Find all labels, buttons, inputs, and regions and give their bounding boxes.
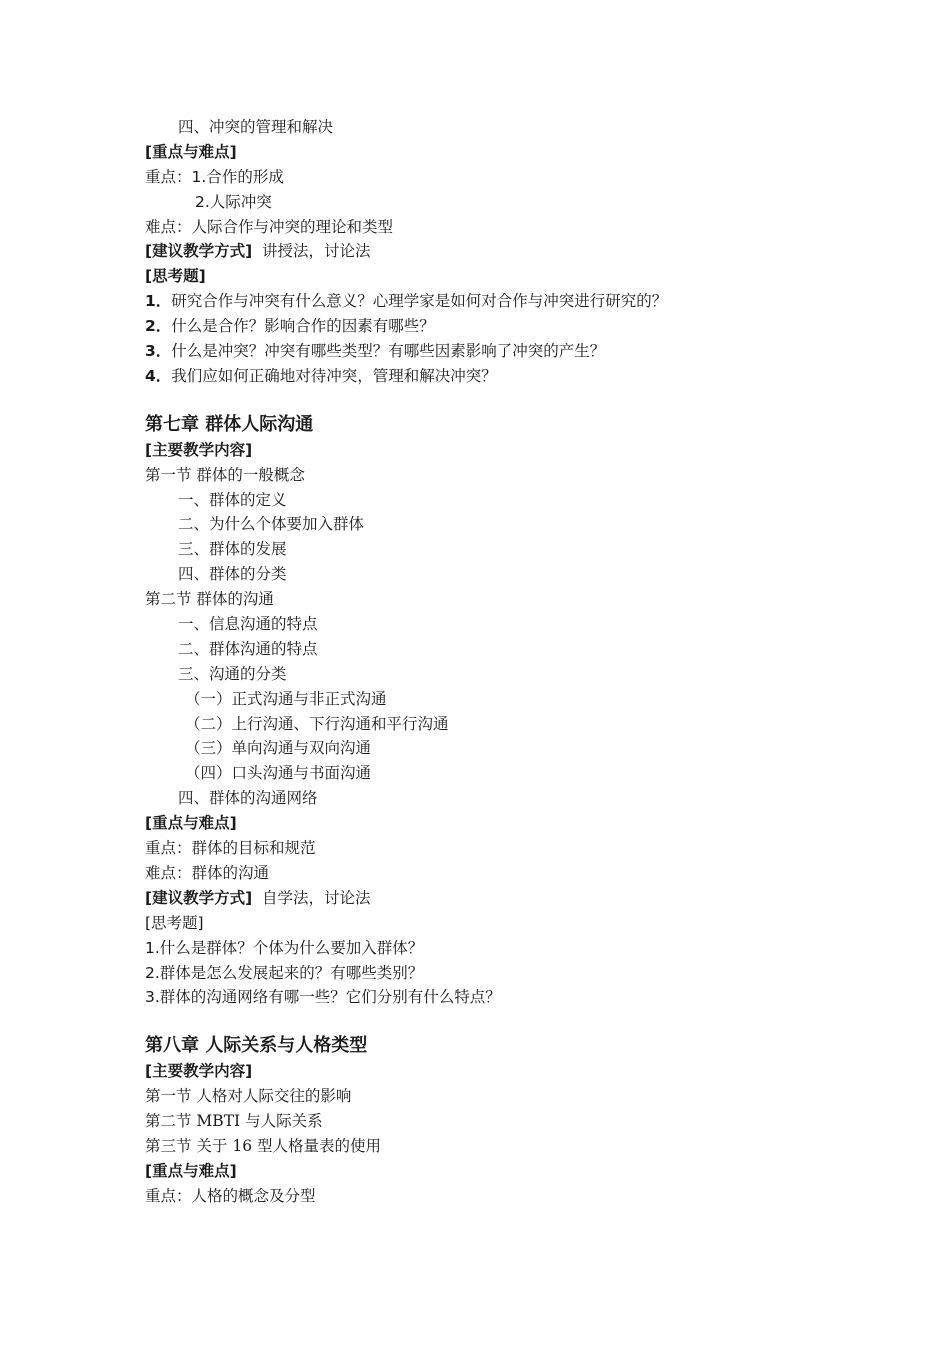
focus-heading: [重点与难点] xyxy=(145,814,237,833)
outline-item: 四、冲突的管理和解决 xyxy=(178,118,334,136)
document-page xyxy=(145,115,845,1209)
method-line xyxy=(145,239,845,264)
section-title: 第三节 关于 16 型人格量表的使用 xyxy=(145,1136,382,1155)
outline-item: 三、群体的发展 xyxy=(178,540,287,559)
chapter-8-title: 第八章 人际关系与人格类型 xyxy=(145,1035,368,1057)
focus-heading: [重点与难点] xyxy=(145,1161,237,1180)
outline-item: 三、沟通的分类 xyxy=(178,664,287,683)
focus-line-1 xyxy=(145,165,845,190)
section-title: 第一节 人格对人际交往的影响 xyxy=(145,1087,352,1106)
method-heading: [建议教学方式] xyxy=(145,888,253,907)
focus-line-2 xyxy=(145,190,845,215)
question-item: 4．我们应如何正确地对待冲突，管理和解决冲突？ xyxy=(145,366,497,385)
outline-subitem: （三）单向沟通与双向沟通 xyxy=(185,739,372,758)
outline-item: 一、群体的定义 xyxy=(178,490,287,509)
chapter-7-title: 第七章 群体人际沟通 xyxy=(145,413,314,435)
questions-heading: [思考题] xyxy=(145,913,204,932)
outline-subitem: （四）口头沟通与书面沟通 xyxy=(185,764,372,783)
focus-text: 人际冲突 xyxy=(209,192,272,211)
method-heading: [建议教学方式] xyxy=(145,242,253,261)
focus-num: 2. xyxy=(195,192,210,211)
questions-heading: [思考题] xyxy=(145,267,206,286)
difficulty-line: 难点：群体的沟通 xyxy=(145,863,270,882)
section-title: 第一节 群体的一般概念 xyxy=(145,465,305,484)
focus-heading: [重点与难点] xyxy=(145,142,237,161)
outline-subitem: （二）上行沟通、下行沟通和平行沟通 xyxy=(185,714,449,733)
method-line xyxy=(145,886,845,911)
outline-item: 四、群体的沟通网络 xyxy=(178,789,318,808)
focus-num: 1. xyxy=(191,167,207,186)
method-text: 讲授法，讨论法 xyxy=(262,242,371,261)
outline-item: 二、为什么个体要加入群体 xyxy=(178,515,365,534)
focus-text: 合作的形成 xyxy=(206,167,284,186)
focus-line: 重点：人格的概念及分型 xyxy=(145,1186,316,1205)
section-title: 第二节 群体的沟通 xyxy=(145,590,274,609)
focus-line: 重点：群体的目标和规范 xyxy=(145,839,316,858)
question-item: 1．研究合作与冲突有什么意义？心理学家是如何对合作与冲突进行研究的？ xyxy=(145,292,668,311)
question-item: 3.群体的沟通网络有哪一些？它们分别有什么特点？ xyxy=(145,988,501,1007)
outline-subitem: （一）正式沟通与非正式沟通 xyxy=(185,689,387,708)
outline-item: 二、群体沟通的特点 xyxy=(178,639,318,658)
content-heading: [主要教学内容] xyxy=(145,1062,253,1081)
focus-prefix: 重点： xyxy=(145,167,192,186)
section-title: 第二节 MBTI 与人际关系 xyxy=(145,1112,323,1131)
question-item: 2.群体是怎么发展起来的？有哪些类别？ xyxy=(145,963,424,982)
outline-item: 一、信息沟通的特点 xyxy=(178,615,318,634)
method-text: 自学法，讨论法 xyxy=(262,888,371,907)
question-item: 1.什么是群体？个体为什么要加入群体？ xyxy=(145,938,424,957)
outline-item: 四、群体的分类 xyxy=(178,565,287,584)
difficulty-line: 难点：人际合作与冲突的理论和类型 xyxy=(145,217,394,236)
question-item: 3．什么是冲突？冲突有哪些类型？有哪些因素影响了冲突的产生？ xyxy=(145,342,606,361)
question-item: 2．什么是合作？影响合作的因素有哪些？ xyxy=(145,317,435,336)
content-heading: [主要教学内容] xyxy=(145,440,253,459)
